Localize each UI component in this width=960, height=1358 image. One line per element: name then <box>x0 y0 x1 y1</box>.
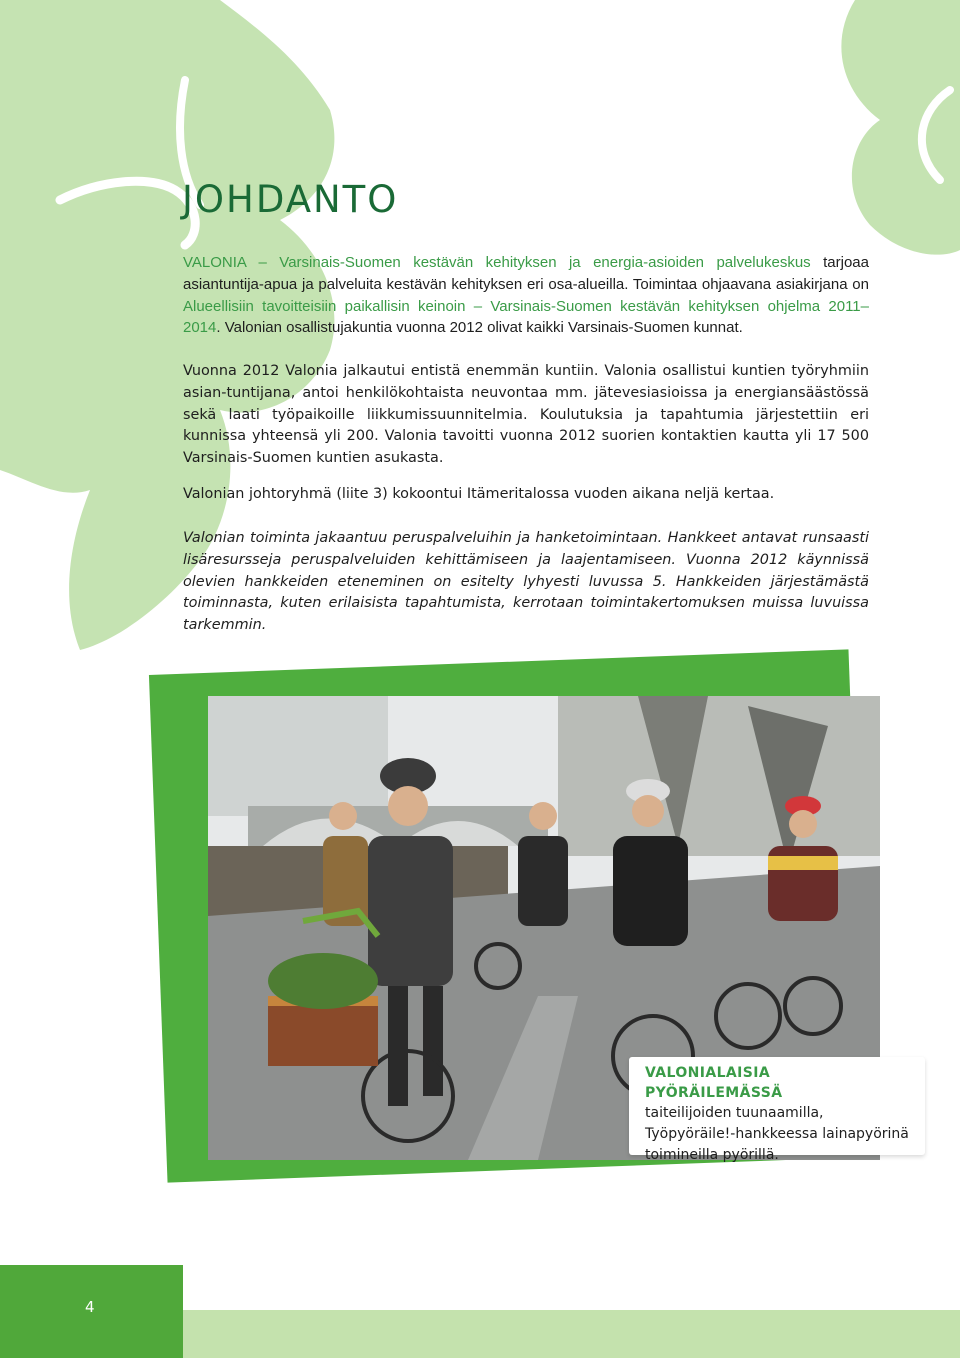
activities-paragraph: Vuonna 2012 Valonia jalkautui entistä enemmän kuntiin. Valonia osallistui kuntien työryhmiin asian-tuntijana, antoi henkilökohtaista neuvontaa mm. jätevesiasioissa ja energiansäästössä sekä laati työpaikoille liikkumissuunnitelmia. Koulutuksia ja tapahtumia järjestettiin eri kunnissa yhteensä yli 200. Valonia tavoitti vuonna 2012 suorien kontaktien kautta yli 17 500 Varsinais-Suomen kuntien asukasta. <box>183 363 869 467</box>
intro-text-1: tarjoaa asiantuntija-apua ja palveluita kestävän kehityksen eri osa-alueilla. Toimintaa ohjaavana asiakirjana on <box>183 254 869 293</box>
caption-text: taiteilijoiden tuunaamilla, Työpyöräile!-hankkeessa lainapyörinä toimineilla pyörillä. <box>645 1105 909 1163</box>
leaf-decoration-right <box>800 0 960 260</box>
organization-name: VALONIA – Varsinais-Suomen kestävän kehityksen ja energia-asioiden palvelukeskus <box>183 254 811 271</box>
projects-paragraph: Valonian toiminta jakaantuu peruspalveluihin ja hanketoimintaan. Hankkeet antavat runsaasti lisäresursseja peruspalveluiden kehittämiseen ja laajentamiseen. Vuonna 2012 käynnissä olevien hankkeiden eteneminen on esitelty lyhyesti luvussa 5. Hankkeiden järjestämästä toiminnasta, kuten erilaisista tapahtumista, kerrotaan toimintakertomuksen muissa luvuissa tarkemmin. <box>183 530 869 634</box>
page-title: JOHDANTO <box>182 178 399 221</box>
steering-group-paragraph: Valonian johtoryhmä (liite 3) kokoontui Itämeritalossa vuoden aikana neljä kertaa. <box>183 486 775 502</box>
intro-paragraph <box>183 252 869 339</box>
program-name: Alueellisiin tavoitteisiin paikallisin keinoin – Varsinais-Suomen kestävän kehityksen ohjelma 2011–2014 <box>183 297 869 337</box>
caption-title: VALONIALAISIA PYÖRÄILEMÄSSÄ <box>645 1065 783 1101</box>
intro-text-2: . Valonian osallistujakuntia vuonna 2012 olivat kaikki Varsinais-Suomen kunnat. <box>216 319 743 337</box>
footer-strip <box>183 1310 960 1358</box>
page-number: 4 <box>85 1298 95 1316</box>
photo-caption <box>629 1057 925 1163</box>
